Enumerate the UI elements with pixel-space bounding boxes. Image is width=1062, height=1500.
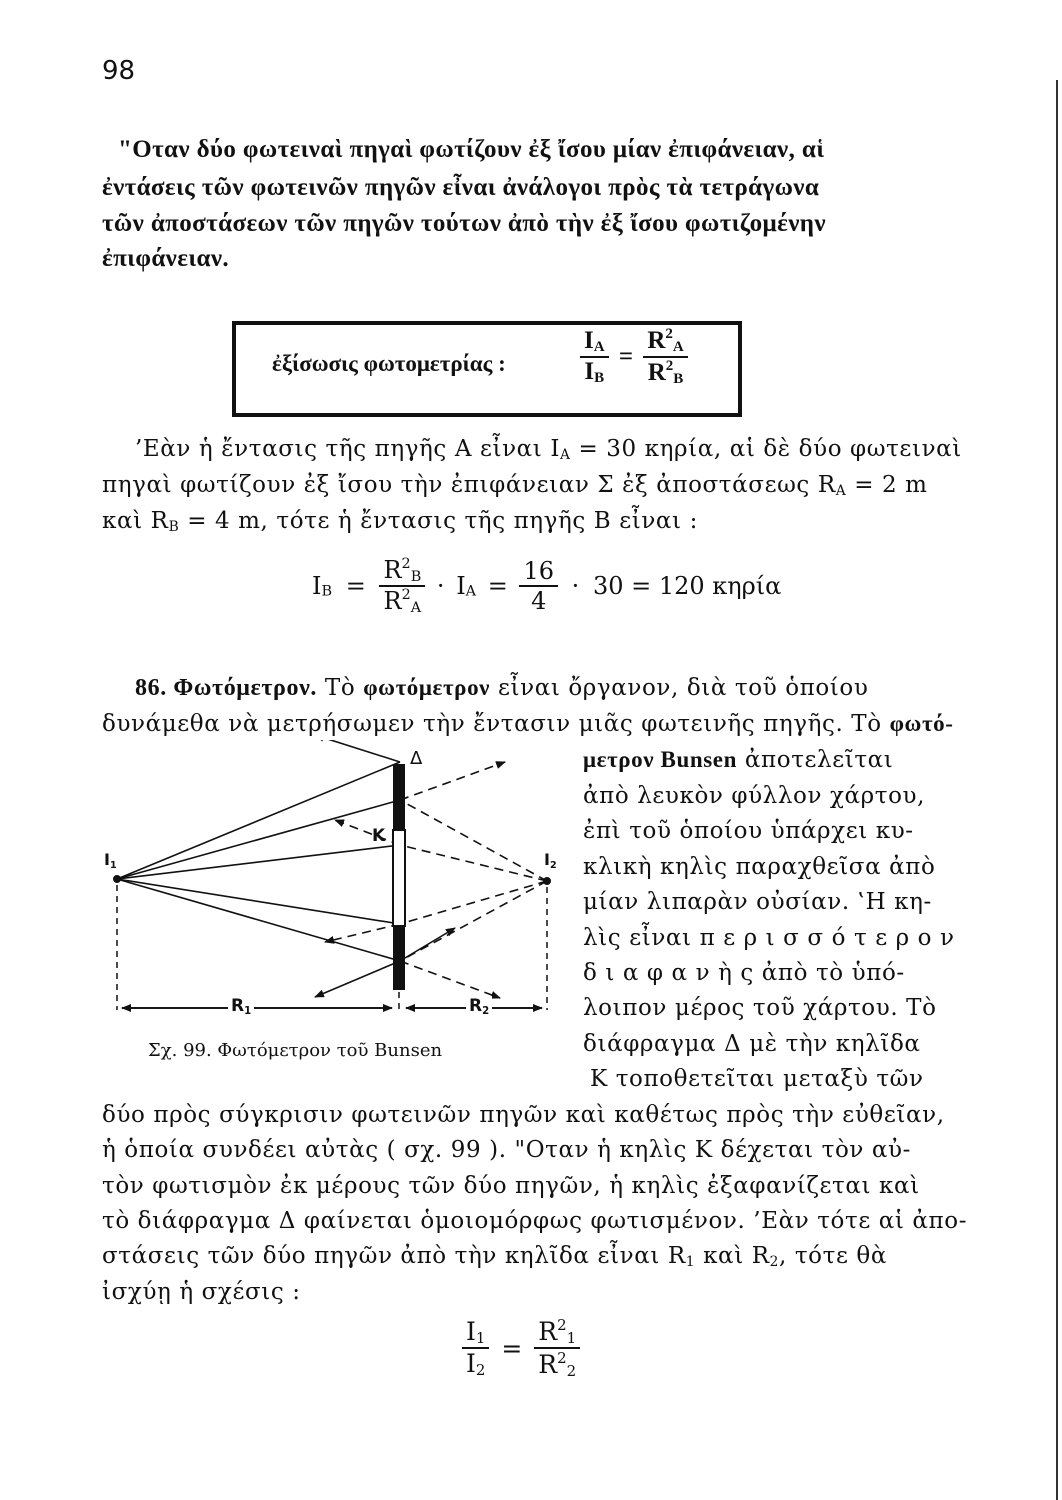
grease-spot-k	[393, 830, 405, 926]
example-calculation: $I_B$ = $\frac{R^2_B}{R^2_A}$ · $I_A$ = $\frac{16}{4}$ · 30 = 120 κηρία	[312, 556, 782, 616]
ratio-distances: $\frac{R^2_B}{R^2_A}$	[379, 556, 425, 616]
fraction-intensity: $\frac{I_A}{I_B}$	[580, 327, 609, 387]
fraction-r1-r2: $\frac{R^2_1}{R^2_2}$	[534, 1316, 580, 1380]
fraction-distance: $\frac{R^2_A}{R^2_B}$	[643, 326, 687, 388]
final-equation: $\frac{I_1}{I_2}$ = $\frac{R^2_1}{R^2_2}$	[462, 1316, 580, 1380]
bunsen-photometer-figure	[100, 740, 570, 1030]
page-edge-line	[1056, 80, 1058, 1500]
figure-label-i1: $I_1$	[104, 850, 117, 871]
figure-label-delta: Δ	[410, 748, 423, 769]
diaphragm-delta	[393, 764, 405, 830]
intro-line: ἐντάσεις τῶν φωτεινῶν πηγῶν εἶναι ἀνάλογοι πρὸς τὰ τετράγωνα	[102, 174, 820, 201]
rays-from-source-2	[325, 762, 547, 998]
fraction-i1-i2: $\frac{I_1}{I_2}$	[462, 1317, 489, 1379]
intro-line: ἐπιφάνειαν.	[102, 245, 230, 272]
ratio-numbers: $\frac{16}{4}$	[519, 557, 558, 615]
figure-label-r2: $R_2$	[466, 996, 492, 1017]
photometry-equation-label: ἐξίσωσις φωτομετρίας :	[272, 351, 506, 376]
figure-label-k: K	[372, 826, 386, 846]
equals-sign: =	[618, 343, 634, 370]
photometry-equation	[580, 326, 688, 388]
figure-label-r1: $R_1$	[228, 996, 254, 1017]
figure-label-i2: $I_2$	[544, 850, 557, 871]
figure-caption: Σχ. 99. Φωτόμετρον τοῦ Bunsen	[148, 1040, 443, 1061]
intro-line: τῶν ἀποστάσεων τῶν πηγῶν τούτων ἀπὸ τὴν ἐξ ἴσου φωτιζομένην	[102, 210, 826, 237]
intro-line: "Οταν δύο φωτειναὶ πηγαὶ φωτίζουν ἐξ ἴσου μίαν ἐπιφάνειαν, αἱ	[118, 136, 825, 163]
page-number: 98	[102, 56, 136, 86]
source-1-icon	[113, 875, 121, 883]
source-2-icon	[543, 877, 551, 885]
section-title: 86. Φωτόμετρον.	[135, 675, 317, 701]
